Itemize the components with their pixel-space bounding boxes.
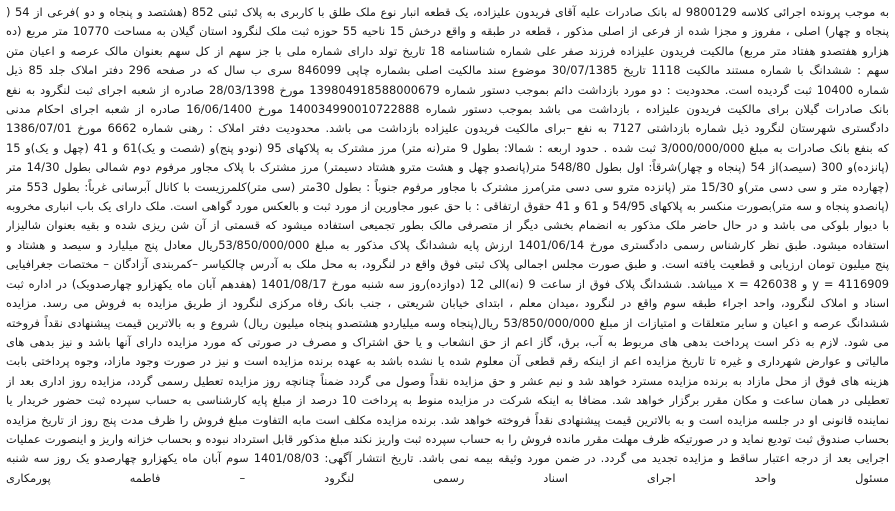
notice-line: می شود. لازم به ذکر است پرداخت بدهی های مربوط به آب، برق، گاز اعم از حق انشعاب و یا حق اشتراک و مصرف در صورتی که مورد مزایده دارای آنها باشد و نیز بدهی های [6, 334, 889, 349]
notice-line: هزینه های فوق از محل مازاد به برنده مزایده مسترد خواهد شد و نیم عشر و حق مزایده نقداً وصول می گردد ضمناً چنانچه روز مزایده تعطیل رسمی گردد، مزایده روز اداری بعد از [6, 373, 889, 388]
notice-line: بحساب صندوق ثبت تودیع نماید و در صورتیکه ظرف مهلت مقرر مانده فروش را به حساب سپرده ثبت واریز نکند مبلغ مذکور قابل استرداد نبوده و بحساب خزانه واریز و اینصورت عملیات [6, 431, 889, 446]
notice-line: (چهارده متر و سی دسی متر)و 15/30 متر (پانزده مترو سی دسی متر)مرز مشترک با مجاور مرفوم جنوباً : بطول 30متر (سی متر)کلمرزیست با کانال آبرسانی غرباً: بطول 553 متر [6, 179, 889, 194]
notice-line: ششدانگ عرصه و اعیان و سایر متعلقات و امتیازات از مبلغ 53/850/000/000 ریال(پنجاه وسه میلیاردو هشتصدو پنجاه میلیون ریال) شروع و به بالاترین قیمت پیشنهادی نقداً فروخته [6, 315, 889, 330]
notice-line: که بنفع بانک صادرات به مبلغ 3/000/000/000 ثبت شده . حدود اربعه : شمالا: بطول 9 متر(نه متر) مرز مشترک به پلاکهای 95 (نودو پنج)و (شصت و یک)61 و 41 (چهل و یک)و 15 [6, 140, 889, 155]
notice-line: هزارو هفتصدو هفتاد متر مربع) مالکیت فریدون علیزاده فرزند صفر علی شماره شناسنامه 18 تاریخ تولد دارای شماره ملی با جز سهم از کل سهم بعنوان مالک عرصه و اعیان متن [6, 43, 889, 58]
notice-line: استفاده میشود. طبق نظر کارشناس رسمی دادگستری مورخ 1401/06/14 ارزش پایه ششدانگ پلاک مذکور به مبلغ 53/850/000/000ریال معادل پنج میلیارد و سیصد و هشتاد و [6, 237, 889, 252]
notice-line: تعطیلی در همان ساعت و مکان مقرر برگزار خواهد شد. مضافا به اینکه شرکت در مزایده منوط به پرداخت 10 درصد از مبلغ پایه کارشناسی به حساب سپرده ثبت حضور خریدار یا [6, 393, 889, 408]
notice-line: مالیاتی و عوارض شهرداری و غیره تا تاریخ مزایده اعم از اینکه رقم قطعی آن معلوم شده یا نشده باشد به عهده برنده مزایده است و نیز در صورت وجود مازاد، وجوه پرداختی بابت [6, 354, 889, 369]
notice-line: (پانزده)و 300 (سیصد)از 54 (پنجاه و چهار)شرقاً: اول بطول 548/80 متر(پانصدو چهل و هشت مترو هشتاد دسیمتر) مرز مشترک با پلاک مجاور مرفوم دوم شمالی بطول 14/30 متر [6, 160, 889, 175]
notice-line: بانک صادرات گیلان برای مالکیت فریدون علیزاده ، بازداشت می باشد بموجب دستور شماره 140034990010722888 مورخ 16/06/1400 صادره از شعبه اجرای احکام مدنی [6, 102, 889, 117]
notice-line: با دیوار بلوکی می باشد و در حال حاضر ملک مذکور به انضمام بخشی دیگر از متصرفی مالک بطور تجمیعی استفاده میشود که قسمتی از آن شن ریزی شده و بقیه بعنوان شالیزار [6, 218, 889, 233]
notice-line: پنج میلیون تومان ارزیابی و قطعیت یافته است. و طبق صورت مجلس اجمالی پلاک ثبتی فوق واقع در لنگرود، به محل ملک به آدرس چالکیاسر –کمربندی آزادگان – مختصات جغرافیایی [6, 257, 889, 272]
notice-line: به موجب پرونده اجرائی کلاسه 9800129 له بانک صادرات علیه آقای فریدون علیزاده، یک قطعه انبار نوع ملک طلق با کاربری به پلاک ثبتی 852 (هشتصد و پنجاه و دو )فرعی از 54 ( [6, 5, 889, 19]
notice-line: دادگستری شهرستان لنگرود ذیل شماره بازداشتی 7127 به نفع –برای مالکیت فریدون علیزاده بازداشت می باشد. محدودیت دفتر املاک : رهنی شماره 6662 مورخ 1386/07/01 [6, 121, 889, 136]
notice-line: اسناد و املاک لنگرود، واحد اجراء طبقه سوم واقع در لنگرود ،میدان معلم ، ابتدای خیابان شریعتی ، جنب بانک رفاه مرکزی لنگرود از طریق مزایده به فروش می رسد. مزایده [6, 296, 889, 311]
notice-line: شماره 10400 ثبت گردیده است. محدودیت : دو مورد بازداشت دائم بموجب دستور شماره 139804918588000679 مورخ 28/03/1398 صادره از شعبه اجرای ثبت لنگرود به نفع [6, 82, 889, 97]
notice-line: پنجاه و چهار) اصلی ، مفروز و مجزا شده از فرعی از اصلی مذکور ، قطعه در طبقه و واقع درخش 15 ناحیه 55 حوزه ثبت ملک لنگرود استان گیلان به مساحت 10770 متر مربع (ده [6, 24, 889, 39]
notice-line: y = 4116909 و x = 426038 میباشد. ششدانگ پلاک فوق از ساعت 9 (نه)الی 12 (دوازده)روز سه شنبه مورخ 1401/08/17 (هفدهم آبان ماه یکهزارو چهارصدویک) در اداره ثبت [6, 276, 889, 291]
notice-line: (پانصدو پنجاه و سه متر)بصورت منکسر به پلاکهای 54/95 و 61 و 41 حقوق ارتفاقی : با حق عبور مجاورین از مورد ثبت و بالعکس مورد گواهی است. ملک دارای یک باب انباری مخروبه [6, 199, 889, 214]
notice-line: اجرایی بعد از درجه اعتبار ساقط و مزایده تجدید می گردد. در ضمن مورد وثیقه بیمه نمی باشد. تاریخ انتشار آگهی: 1401/08/03 سوم آبان ماه یکهزارو چهارصدو یک روز سه شنبه [6, 451, 889, 466]
notice-line: مسئول واحد اجرای اسناد رسمی لنگرود – فاطمه پورمکاری [6, 470, 889, 485]
notice-line: نماینده قانونی او در جلسه مزایده است و به بالاترین قیمت پیشنهادی نقداً فروخته خواهد شد. برنده مزایده مکلف است مابه التفاوت مبلغ فروش را ظرف مدت پنج روز از تاریخ مزایده [6, 412, 889, 427]
notice-line: سهم : ششدانگ با شماره مستند مالکیت 1118 تاریخ 30/07/1385 موضوع سند مالکیت اصلی بشماره چاپی 846099 سری ب سال که در صفحه 296 دفتر املاک جلد 85 ذیل [6, 63, 889, 78]
